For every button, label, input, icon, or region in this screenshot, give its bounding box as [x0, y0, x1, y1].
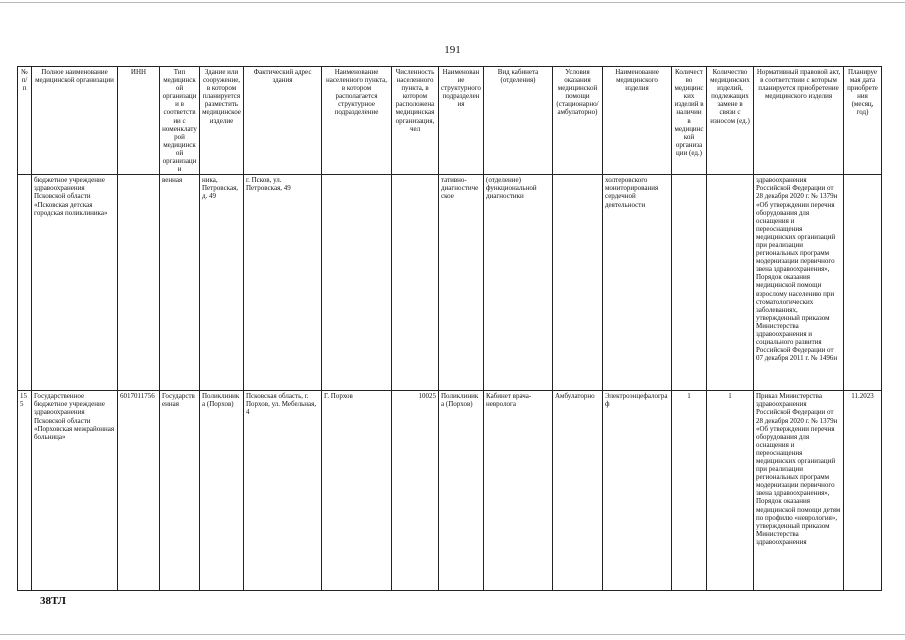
- cell-settlement: [322, 175, 392, 391]
- col-header-date: Планируемая дата приобретения (месяц, год): [844, 67, 882, 175]
- cell-qty-have: 1: [672, 391, 707, 591]
- header-row: [18, 67, 882, 175]
- col-header-inn: ИНН: [118, 67, 160, 175]
- cell-date: [844, 175, 882, 391]
- cell-num: [18, 175, 32, 391]
- cell-cabinet: (отделение) функциональной диагностики: [484, 175, 553, 391]
- col-header-num: № п/п: [18, 67, 32, 175]
- col-header-unit: Наименование структурного подразделения: [439, 67, 484, 175]
- cell-type: венная: [160, 175, 200, 391]
- footer-code: 38ТЛ: [40, 595, 66, 607]
- scan-edge-bottom: [0, 634, 905, 635]
- col-header-qty-replace: Количество медицинских изделий, подлежащих замене в связи с износом (ед.): [707, 67, 754, 175]
- cell-qty-replace: [707, 175, 754, 391]
- cell-address: г. Псков, ул. Петровская, 49: [244, 175, 322, 391]
- cell-inn: 6017011756: [118, 391, 160, 591]
- cell-unit: тативно-диагностическое: [439, 175, 484, 391]
- cell-unit: Поликлиника (Порхов): [439, 391, 484, 591]
- cell-building: ника, Петровская, д. 49: [200, 175, 244, 391]
- col-header-building: Здание или сооружение, в котором планируется разместить медицинское изделие: [200, 67, 244, 175]
- cell-device: Электроэнцефалограф: [603, 391, 672, 591]
- cell-org: Государственное бюджетное учреждение здравоохранения Псковской области «Порховская межрайонная больница»: [32, 391, 118, 591]
- cell-settlement: Г. Порхов: [322, 391, 392, 591]
- col-header-act: Нормативный правовой акт, в соответствии с которым планируется приобретение медицинского изделия: [754, 67, 844, 175]
- cell-qty-replace: 1: [707, 391, 754, 591]
- cell-device: холтеровского мониторирования сердечной деятельности: [603, 175, 672, 391]
- col-header-org: Полное наименование медицинской организации: [32, 67, 118, 175]
- scan-edge-top: [0, 2, 905, 3]
- cell-num: 155: [18, 391, 32, 591]
- cell-population: 10025: [392, 391, 439, 591]
- table-row: [18, 391, 882, 591]
- cell-cabinet: Кабинет врача-невролога: [484, 391, 553, 591]
- cell-act: здравоохранения Российской Федерации от 28 декабря 2020 г. № 1379н «Об утверждении перечня оборудования для оснащения и переоснащения медицинских организаций при реализации региональных программ модернизации первичного звена здравоохранения», Порядок оказания медицинской помощи взрослому населению при стоматологических заболеваниях, утвержденный приказом Министерства здравоохранения и социального развития Российской Федерации от 07 декабря 2011 г. № 1496н: [754, 175, 844, 391]
- col-header-cabinet: Вид кабинета (отделения): [484, 67, 553, 175]
- cell-conditions: [553, 175, 603, 391]
- cell-population: [392, 175, 439, 391]
- cell-date: 11.2023: [844, 391, 882, 591]
- col-header-type: Тип медицинской организации в соответствии с номенклатурой медицинской организации: [160, 67, 200, 175]
- cell-conditions: Амбулаторно: [553, 391, 603, 591]
- col-header-population: Численность населенного пункта, в котором расположена медицинская организация, чел: [392, 67, 439, 175]
- cell-building: Поликлиника (Порхов): [200, 391, 244, 591]
- equipment-table: [17, 66, 882, 591]
- cell-address: Псковская область, г. Порхов, ул. Мебельная, 4: [244, 391, 322, 591]
- col-header-conditions: Условия оказания медицинской помощи (стационарно/ амбулаторно): [553, 67, 603, 175]
- cell-org: бюджетное учреждение здравоохранения Псковской области «Псковская детская городская поликлиника»: [32, 175, 118, 391]
- col-header-qty-have: Количество медицинских изделий в наличии в медицинской организации (ед.): [672, 67, 707, 175]
- col-header-address: Фактический адрес здания: [244, 67, 322, 175]
- col-header-device: Наименование медицинского изделия: [603, 67, 672, 175]
- col-header-settlement: Наименование населенного пункта, в котором располагается структурное подразделение: [322, 67, 392, 175]
- cell-qty-have: [672, 175, 707, 391]
- cell-type: Государственная: [160, 391, 200, 591]
- table-row: [18, 175, 882, 391]
- page-number: 191: [444, 44, 461, 56]
- cell-act: Приказ Министерства здравоохранения Российской Федерации от 28 декабря 2020 г. № 1379н «Об утверждении перечня оборудования для оснащения и переоснащения медицинских организаций при реализации региональных программ модернизации первичного звена здравоохранения», Порядок оказания медицинской помощи детям по профилю «неврология», утвержденный приказом Министерства здравоохранения: [754, 391, 844, 591]
- cell-inn: [118, 175, 160, 391]
